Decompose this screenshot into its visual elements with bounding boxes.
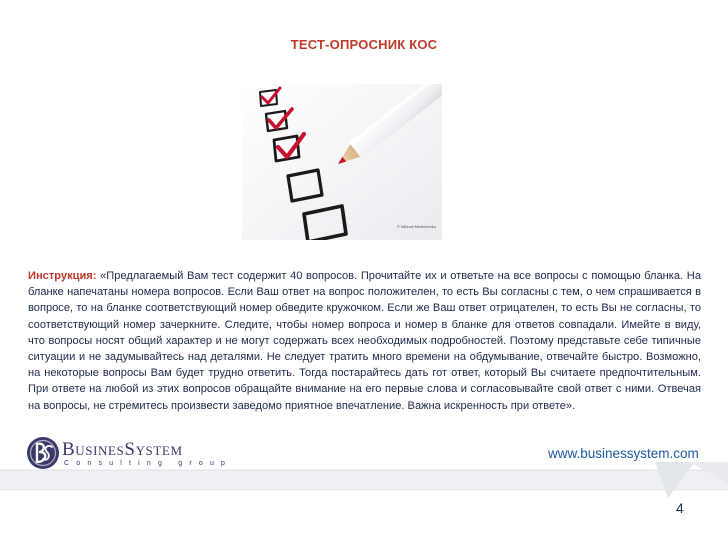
logo-wordmark [62, 439, 183, 461]
instruction-paragraph [28, 268, 701, 414]
logo-letters-usines: USINES [75, 443, 125, 458]
instruction-lead: Инструкция: [28, 270, 97, 282]
logo-letter-b: B [62, 439, 76, 460]
photo-credit: © Mikhail Mishchenko [397, 224, 436, 229]
page-title: ТЕСТ-ОПРОСНИК КОС [290, 37, 438, 52]
logo-letters-ystem: YSTEM [135, 443, 183, 458]
bottom-decorative-band [0, 462, 728, 546]
checklist-illustration [242, 84, 442, 240]
checklist-pencil-icon [242, 84, 442, 240]
page-number: 4 [676, 500, 684, 516]
logo-letter-s: S [124, 439, 136, 460]
website-link[interactable]: www.businessystem.com [548, 446, 699, 461]
instruction-text: «Предлагаемый Вам тест содержит 40 вопросов. Прочитайте их и ответьте на все вопросы с помощью бланка. На бланке напечатаны номера вопросов. Если Ваш ответ на вопрос положителен, то есть Вы согласны с тем, о чем спрашивается в вопросе, то на бланке соответствующий номер обведите кружочком. Если же Ваш ответ отрицателен, то есть Вы не согласны, то соответствующий номер зачеркните. Следите, чтобы номер вопроса и номер в бланке для ответов совпадали. Имейте в виду, что вопросы носят общий характер и не могут содержать всех необходимых подробностей. Поэтому представьте себе типичные ситуации и не задумывайтесь над деталями. Не следует тратить много времени на обдумывание, отвечайте быстро. Возможно, на некоторые вопросы Вам будет трудно ответить. Тогда постарайтесь дать гот ответ, который Вы считаете предпочтительным. При ответе на любой из этих вопросов обращайте внимание на его первые слова и согласовывайте свой ответ с ними. Отвечая на вопросы, не стремитесь произвести заведомо приятное впечатление. Важна искренность при ответе». [28, 270, 701, 412]
logo-subtitle: Consulting group [64, 460, 233, 467]
